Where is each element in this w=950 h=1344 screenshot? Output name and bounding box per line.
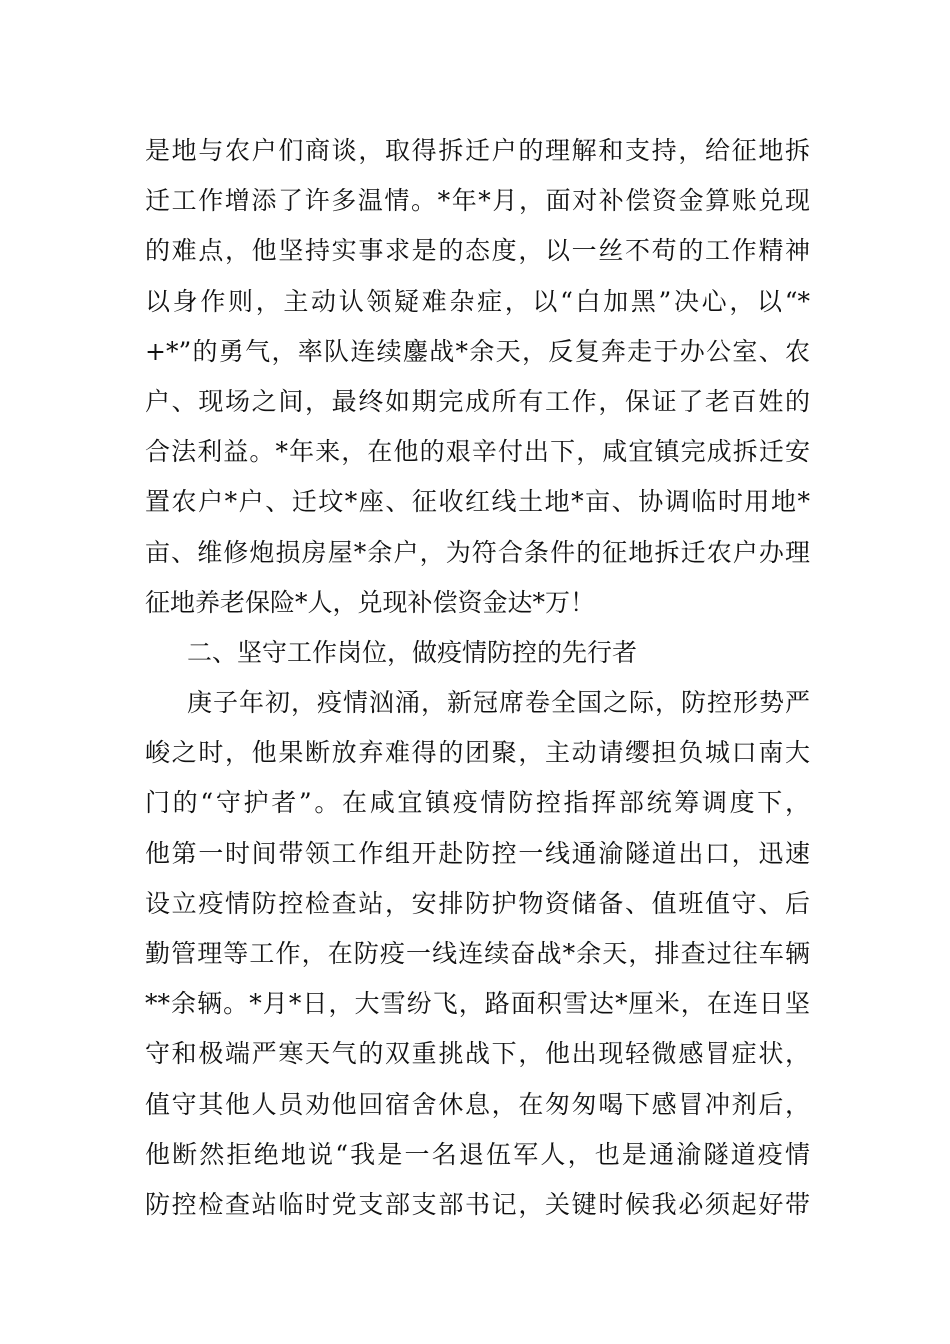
paragraph-line: 合法利益。*年来，在他的艰辛付出下，咸宜镇完成拆迁安 — [145, 437, 810, 467]
paragraph-line: 防控检查站临时党支部支部书记，关键时候我必须起好带 — [145, 1189, 810, 1219]
paragraph-line: 设立疫情防控检查站，安排防护物资储备、值班值守、后 — [145, 888, 810, 918]
paragraph-line: 守和极端严寒天气的双重挑战下，他出现轻微感冒症状， — [145, 1039, 810, 1069]
paragraph-line: 门的“守护者”。在咸宜镇疫情防控指挥部统筹调度下， — [145, 788, 810, 818]
paragraph-line: 峻之时，他果断放弃难得的团聚，主动请缨担负城口南大 — [145, 738, 810, 768]
paragraph-line: 亩、维修炮损房屋*余户，为符合条件的征地拆迁农户办理 — [145, 537, 810, 567]
paragraph-line: 值守其他人员劝他回宿舍休息，在匆匆喝下感冒冲剂后， — [145, 1089, 810, 1119]
paragraph-line: 迁工作增添了许多温情。*年*月，面对补偿资金算账兑现 — [145, 186, 810, 216]
paragraph-line: 他第一时间带领工作组开赴防控一线通渝隧道出口，迅速 — [145, 838, 810, 868]
paragraph-line: 以身作则，主动认领疑难杂症，以“白加黑”决心，以“* — [145, 286, 810, 316]
body-text — [145, 126, 810, 1230]
paragraph-line: 他断然拒绝地说“我是一名退伍军人，也是通渝隧道疫情 — [145, 1139, 810, 1169]
paragraph-line: **余辆。*月*日，大雪纷飞，路面积雪达*厘米，在连日坚 — [145, 989, 810, 1019]
paragraph-line: 的难点，他坚持实事求是的态度，以一丝不苟的工作精神 — [145, 236, 810, 266]
section-heading: 二、坚守工作岗位，做疫情防控的先行者 — [187, 637, 638, 667]
paragraph-line: 是地与农户们商谈，取得拆迁户的理解和支持，给征地拆 — [145, 136, 810, 165]
paragraph-line: +*”的勇气，率队连续鏖战*余天，反复奔走于办公室、农 — [145, 336, 810, 366]
paragraph-last-line: 征地养老保险*人，兑现补偿资金达*万！ — [145, 587, 596, 617]
paragraph-line: 户、现场之间，最终如期完成所有工作，保证了老百姓的 — [145, 386, 810, 416]
paragraph-line: 置农户*户、迁坟*座、征收红线土地*亩、协调临时用地* — [145, 487, 810, 517]
paragraph-first-line: 庚子年初，疫情汹涌，新冠席卷全国之际，防控形势严 — [187, 688, 810, 718]
paragraph-line: 勤管理等工作，在防疫一线连续奋战*余天，排查过往车辆 — [145, 939, 810, 968]
